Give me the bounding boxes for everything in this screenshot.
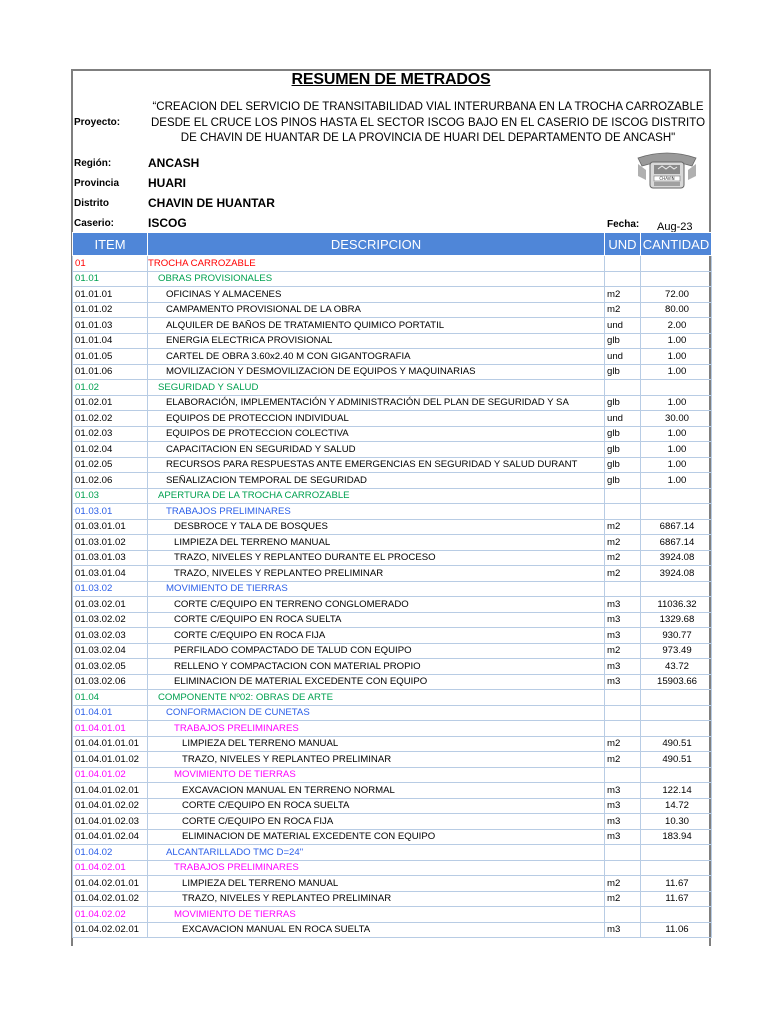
cell-cantidad: 3924.08 bbox=[641, 566, 712, 582]
table-row bbox=[73, 597, 712, 613]
cell-cantidad: 6867.14 bbox=[641, 535, 712, 551]
table-header-row bbox=[73, 233, 712, 256]
table-row bbox=[73, 767, 712, 783]
document-title: RESUMEN DE METRADOS bbox=[291, 71, 491, 88]
cell-und: und bbox=[605, 318, 641, 334]
cell-item: 01.02.01 bbox=[73, 395, 148, 411]
cell-cantidad: 3924.08 bbox=[641, 550, 712, 566]
cell-descripcion: EXCAVACION MANUAL EN ROCA SUELTA bbox=[148, 922, 605, 938]
cell-item: 01.02 bbox=[73, 380, 148, 396]
cell-cantidad bbox=[641, 380, 712, 396]
cell-cantidad: 1.00 bbox=[641, 364, 712, 380]
cell-und bbox=[605, 860, 641, 876]
cell-descripcion: EQUIPOS DE PROTECCION INDIVIDUAL bbox=[148, 411, 605, 427]
cell-cantidad bbox=[641, 256, 712, 272]
cell-cantidad bbox=[641, 721, 712, 737]
cell-und: m2 bbox=[605, 736, 641, 752]
cell-item: 01.02.05 bbox=[73, 457, 148, 473]
cell-item: 01.04.02.01.01 bbox=[73, 876, 148, 892]
table-row bbox=[73, 473, 712, 489]
cell-item: 01.03.02.02 bbox=[73, 612, 148, 628]
cell-descripcion: CORTE C/EQUIPO EN ROCA FIJA bbox=[148, 628, 605, 644]
cell-descripcion: ELIMINACION DE MATERIAL EXCEDENTE CON EQUIPO bbox=[148, 674, 605, 690]
cell-item: 01.04.01.01.02 bbox=[73, 752, 148, 768]
cell-cantidad: 1.00 bbox=[641, 333, 712, 349]
table-row bbox=[73, 318, 712, 334]
distrito-label: Distrito bbox=[74, 198, 109, 209]
table-row bbox=[73, 829, 712, 845]
cell-cantidad bbox=[641, 845, 712, 861]
cell-item: 01.04.01 bbox=[73, 705, 148, 721]
cell-item: 01.01 bbox=[73, 271, 148, 287]
cell-und: m3 bbox=[605, 628, 641, 644]
cell-descripcion: CORTE C/EQUIPO EN ROCA FIJA bbox=[148, 814, 605, 830]
cell-cantidad: 183.94 bbox=[641, 829, 712, 845]
table-row bbox=[73, 581, 712, 597]
cell-und: m2 bbox=[605, 287, 641, 303]
cell-descripcion: COMPONENTE Nº02: OBRAS DE ARTE bbox=[148, 690, 605, 706]
cell-item: 01.02.06 bbox=[73, 473, 148, 489]
cell-und bbox=[605, 271, 641, 287]
cell-descripcion: CAPACITACION EN SEGURIDAD Y SALUD bbox=[148, 442, 605, 458]
table-row bbox=[73, 891, 712, 907]
cell-item: 01.01.04 bbox=[73, 333, 148, 349]
table-row bbox=[73, 519, 712, 535]
cell-item: 01.04.02.01 bbox=[73, 860, 148, 876]
cell-item: 01.03.02.06 bbox=[73, 674, 148, 690]
table-row bbox=[73, 860, 712, 876]
table-row bbox=[73, 814, 712, 830]
municipal-seal-icon bbox=[636, 150, 698, 192]
cell-und: glb bbox=[605, 457, 641, 473]
cell-cantidad: 30.00 bbox=[641, 411, 712, 427]
cell-cantidad bbox=[641, 907, 712, 923]
cell-item: 01.01.06 bbox=[73, 364, 148, 380]
cell-cantidad: 1.00 bbox=[641, 349, 712, 365]
table-row bbox=[73, 798, 712, 814]
table-row bbox=[73, 535, 712, 551]
cell-cantidad: 43.72 bbox=[641, 659, 712, 675]
distrito-value: CHAVIN DE HUANTAR bbox=[148, 196, 275, 210]
cell-und bbox=[605, 504, 641, 520]
cell-cantidad bbox=[641, 581, 712, 597]
cell-item: 01.03.02.03 bbox=[73, 628, 148, 644]
proyecto-text: “CREACION DEL SERVICIO DE TRANSITABILIDAD VIAL INTERURBANA EN LA TROCHA CARROZABLE DESDE EL CRUCE LOS PINOS HASTA EL SECTOR ISCOG BAJO EN EL CASERIO DE ISCOG DISTRITO DE CHAVIN DE HUANTAR DE LA PROVINCIA DE HUARI DEL DEPARTAMENTO DE ANCASH" bbox=[150, 101, 706, 144]
cell-descripcion: APERTURA DE LA TROCHA CARROZABLE bbox=[148, 488, 605, 504]
cell-cantidad: 1.00 bbox=[641, 473, 712, 489]
cell-descripcion: OBRAS PROVISIONALES bbox=[148, 271, 605, 287]
cell-und: m3 bbox=[605, 659, 641, 675]
table-row bbox=[73, 643, 712, 659]
table-row bbox=[73, 659, 712, 675]
cell-descripcion: ELIMINACION DE MATERIAL EXCEDENTE CON EQUIPO bbox=[148, 829, 605, 845]
caserio-label: Caserio: bbox=[74, 218, 115, 229]
cell-descripcion: LIMPIEZA DEL TERRENO MANUAL bbox=[148, 736, 605, 752]
cell-cantidad: 1.00 bbox=[641, 426, 712, 442]
cell-item: 01.04.01.02 bbox=[73, 767, 148, 783]
cell-und: m2 bbox=[605, 752, 641, 768]
cell-und: m3 bbox=[605, 597, 641, 613]
cell-item: 01.04.02.02.01 bbox=[73, 922, 148, 938]
cell-cantidad: 6867.14 bbox=[641, 519, 712, 535]
cell-descripcion: TROCHA CARROZABLE bbox=[148, 256, 605, 272]
cell-item: 01.04.01.01 bbox=[73, 721, 148, 737]
cell-und: m2 bbox=[605, 643, 641, 659]
cell-cantidad: 1.00 bbox=[641, 457, 712, 473]
cell-und bbox=[605, 380, 641, 396]
cell-descripcion: EQUIPOS DE PROTECCION COLECTIVA bbox=[148, 426, 605, 442]
cell-descripcion: PERFILADO COMPACTADO DE TALUD CON EQUIPO bbox=[148, 643, 605, 659]
cell-item: 01.04.02.01.02 bbox=[73, 891, 148, 907]
table-row bbox=[73, 674, 712, 690]
seal-text: CHAVIN bbox=[659, 176, 675, 181]
cell-cantidad bbox=[641, 504, 712, 520]
table-row bbox=[73, 752, 712, 768]
cell-item: 01.02.04 bbox=[73, 442, 148, 458]
cell-item: 01.01.05 bbox=[73, 349, 148, 365]
cell-und: glb bbox=[605, 442, 641, 458]
cell-descripcion: TRAZO, NIVELES Y REPLANTEO PRELIMINAR bbox=[148, 752, 605, 768]
cell-cantidad bbox=[641, 767, 712, 783]
table-row bbox=[73, 333, 712, 349]
cell-cantidad: 80.00 bbox=[641, 302, 712, 318]
cell-descripcion: TRABAJOS PRELIMINARES bbox=[148, 721, 605, 737]
cell-item: 01.03.01.03 bbox=[73, 550, 148, 566]
cell-item: 01.01.02 bbox=[73, 302, 148, 318]
cell-und: m3 bbox=[605, 798, 641, 814]
table-row bbox=[73, 395, 712, 411]
cell-descripcion: MOVIMIENTO DE TIERRAS bbox=[148, 767, 605, 783]
cell-item: 01.03 bbox=[73, 488, 148, 504]
cell-und: und bbox=[605, 349, 641, 365]
cell-descripcion: RELLENO Y COMPACTACION CON MATERIAL PROPIO bbox=[148, 659, 605, 675]
table-row bbox=[73, 504, 712, 520]
cell-cantidad: 973.49 bbox=[641, 643, 712, 659]
table-row bbox=[73, 721, 712, 737]
cell-item: 01.03.01.02 bbox=[73, 535, 148, 551]
cell-item: 01.03.02.01 bbox=[73, 597, 148, 613]
table-row bbox=[73, 349, 712, 365]
cell-item: 01.04.01.02.04 bbox=[73, 829, 148, 845]
table-row bbox=[73, 256, 712, 272]
cell-und: m3 bbox=[605, 674, 641, 690]
cell-item: 01.04.02.02 bbox=[73, 907, 148, 923]
cell-item: 01.04.01.02.03 bbox=[73, 814, 148, 830]
cell-und bbox=[605, 845, 641, 861]
fecha-label: Fecha: bbox=[607, 219, 640, 230]
cell-descripcion: TRABAJOS PRELIMINARES bbox=[148, 504, 605, 520]
cell-descripcion: TRABAJOS PRELIMINARES bbox=[148, 860, 605, 876]
cell-descripcion: TRAZO, NIVELES Y REPLANTEO PRELIMINAR bbox=[148, 566, 605, 582]
cell-cantidad: 490.51 bbox=[641, 736, 712, 752]
cell-descripcion: ENERGIA ELECTRICA PROVISIONAL bbox=[148, 333, 605, 349]
cell-und: m2 bbox=[605, 302, 641, 318]
table-body bbox=[73, 256, 712, 938]
cell-item: 01.03.01.04 bbox=[73, 566, 148, 582]
cell-item: 01.04.01.02.01 bbox=[73, 783, 148, 799]
cell-und: m2 bbox=[605, 535, 641, 551]
cell-item: 01.01.01 bbox=[73, 287, 148, 303]
provincia-label: Provincia bbox=[74, 178, 120, 189]
cell-cantidad: 11.67 bbox=[641, 891, 712, 907]
table-row bbox=[73, 380, 712, 396]
cell-item: 01.03.02 bbox=[73, 581, 148, 597]
table-row bbox=[73, 690, 712, 706]
cell-item: 01.04.01.02.02 bbox=[73, 798, 148, 814]
cell-cantidad: 14.72 bbox=[641, 798, 712, 814]
cell-descripcion: RECURSOS PARA RESPUESTAS ANTE EMERGENCIAS EN SEGURIDAD Y SALUD DURANT bbox=[148, 457, 605, 473]
cell-cantidad: 10.30 bbox=[641, 814, 712, 830]
cell-cantidad: 11.06 bbox=[641, 922, 712, 938]
cell-und: glb bbox=[605, 364, 641, 380]
cell-descripcion: SEÑALIZACION TEMPORAL DE SEGURIDAD bbox=[148, 473, 605, 489]
cell-cantidad bbox=[641, 860, 712, 876]
column-header-und: UND bbox=[605, 233, 641, 256]
cell-descripcion: CORTE C/EQUIPO EN ROCA SUELTA bbox=[148, 798, 605, 814]
cell-item: 01.04.02 bbox=[73, 845, 148, 861]
cell-und: m3 bbox=[605, 612, 641, 628]
cell-und bbox=[605, 488, 641, 504]
table-row bbox=[73, 550, 712, 566]
cell-cantidad bbox=[641, 690, 712, 706]
cell-descripcion: CARTEL DE OBRA 3.60x2.40 M CON GIGANTOGRAFIA bbox=[148, 349, 605, 365]
cell-cantidad: 1.00 bbox=[641, 442, 712, 458]
caserio-value: ISCOG bbox=[148, 216, 187, 230]
cell-und bbox=[605, 705, 641, 721]
table-row bbox=[73, 922, 712, 938]
table-row bbox=[73, 705, 712, 721]
cell-descripcion: CORTE C/EQUIPO EN ROCA SUELTA bbox=[148, 612, 605, 628]
table-row bbox=[73, 907, 712, 923]
cell-cantidad: 11.67 bbox=[641, 876, 712, 892]
table-row bbox=[73, 628, 712, 644]
column-header-descripcion: DESCRIPCION bbox=[148, 233, 605, 256]
cell-cantidad bbox=[641, 488, 712, 504]
cell-und: m2 bbox=[605, 876, 641, 892]
cell-descripcion: CORTE C/EQUIPO EN TERRENO CONGLOMERADO bbox=[148, 597, 605, 613]
cell-item: 01.04 bbox=[73, 690, 148, 706]
cell-item: 01.02.03 bbox=[73, 426, 148, 442]
cell-cantidad: 122.14 bbox=[641, 783, 712, 799]
cell-item: 01.01.03 bbox=[73, 318, 148, 334]
cell-item: 01.03.01 bbox=[73, 504, 148, 520]
cell-descripcion: CAMPAMENTO PROVISIONAL DE LA OBRA bbox=[148, 302, 605, 318]
cell-und bbox=[605, 581, 641, 597]
metrados-table bbox=[72, 232, 712, 938]
cell-und bbox=[605, 767, 641, 783]
column-header-cantidad: CANTIDAD bbox=[641, 233, 712, 256]
cell-descripcion: ELABORACIÓN, IMPLEMENTACIÓN Y ADMINISTRACIÓN DEL PLAN DE SEGURIDAD Y SA bbox=[148, 395, 605, 411]
cell-descripcion: DESBROCE Y TALA DE BOSQUES bbox=[148, 519, 605, 535]
cell-cantidad: 930.77 bbox=[641, 628, 712, 644]
table-row bbox=[73, 364, 712, 380]
table-row bbox=[73, 876, 712, 892]
region-value: ANCASH bbox=[148, 156, 200, 170]
cell-und: m2 bbox=[605, 550, 641, 566]
fecha-value: Aug-23 bbox=[657, 221, 693, 233]
cell-und: m2 bbox=[605, 891, 641, 907]
cell-cantidad: 15903.66 bbox=[641, 674, 712, 690]
table-row bbox=[73, 488, 712, 504]
proyecto-label: Proyecto: bbox=[74, 117, 121, 128]
table-row bbox=[73, 442, 712, 458]
cell-cantidad: 11036.32 bbox=[641, 597, 712, 613]
cell-cantidad: 1329.68 bbox=[641, 612, 712, 628]
cell-descripcion: SEGURIDAD Y SALUD bbox=[148, 380, 605, 396]
cell-und: m2 bbox=[605, 566, 641, 582]
table-row bbox=[73, 271, 712, 287]
cell-item: 01.04.01.01.01 bbox=[73, 736, 148, 752]
cell-descripcion: EXCAVACION MANUAL EN TERRENO NORMAL bbox=[148, 783, 605, 799]
cell-cantidad bbox=[641, 705, 712, 721]
table-row bbox=[73, 612, 712, 628]
cell-item: 01.03.02.04 bbox=[73, 643, 148, 659]
cell-cantidad: 2.00 bbox=[641, 318, 712, 334]
cell-und: m2 bbox=[605, 519, 641, 535]
cell-und: glb bbox=[605, 333, 641, 349]
cell-descripcion: OFICINAS Y ALMACENES bbox=[148, 287, 605, 303]
cell-descripcion: MOVILIZACION Y DESMOVILIZACION DE EQUIPOS Y MAQUINARIAS bbox=[148, 364, 605, 380]
cell-und: glb bbox=[605, 395, 641, 411]
region-label: Región: bbox=[74, 158, 112, 169]
table-row bbox=[73, 783, 712, 799]
provincia-value: HUARI bbox=[148, 176, 186, 190]
cell-und: glb bbox=[605, 473, 641, 489]
cell-cantidad: 490.51 bbox=[641, 752, 712, 768]
table-row bbox=[73, 287, 712, 303]
cell-descripcion: TRAZO, NIVELES Y REPLANTEO PRELIMINAR bbox=[148, 891, 605, 907]
cell-descripcion: LIMPIEZA DEL TERRENO MANUAL bbox=[148, 535, 605, 551]
cell-descripcion: ALQUILER DE BAÑOS DE TRATAMIENTO QUIMICO PORTATIL bbox=[148, 318, 605, 334]
column-header-item: ITEM bbox=[73, 233, 148, 256]
cell-und: und bbox=[605, 411, 641, 427]
table-row bbox=[73, 302, 712, 318]
cell-cantidad: 72.00 bbox=[641, 287, 712, 303]
table-row bbox=[73, 426, 712, 442]
cell-und: glb bbox=[605, 426, 641, 442]
table-row bbox=[73, 457, 712, 473]
table-row bbox=[73, 566, 712, 582]
table-row bbox=[73, 411, 712, 427]
cell-und bbox=[605, 907, 641, 923]
cell-cantidad bbox=[641, 271, 712, 287]
cell-item: 01 bbox=[73, 256, 148, 272]
table-row bbox=[73, 845, 712, 861]
cell-cantidad: 1.00 bbox=[641, 395, 712, 411]
cell-item: 01.03.01.01 bbox=[73, 519, 148, 535]
cell-item: 01.03.02.05 bbox=[73, 659, 148, 675]
cell-und bbox=[605, 690, 641, 706]
cell-descripcion: TRAZO, NIVELES Y REPLANTEO DURANTE EL PROCESO bbox=[148, 550, 605, 566]
cell-descripcion: ALCANTARILLADO TMC D=24" bbox=[148, 845, 605, 861]
table-row bbox=[73, 736, 712, 752]
cell-descripcion: CONFORMACION DE CUNETAS bbox=[148, 705, 605, 721]
cell-descripcion: MOVIMIENTO DE TIERRAS bbox=[148, 581, 605, 597]
cell-und bbox=[605, 721, 641, 737]
cell-und: m3 bbox=[605, 814, 641, 830]
cell-und bbox=[605, 256, 641, 272]
cell-und: m3 bbox=[605, 829, 641, 845]
cell-item: 01.02.02 bbox=[73, 411, 148, 427]
cell-und: m3 bbox=[605, 922, 641, 938]
cell-descripcion: MOVIMIENTO DE TIERRAS bbox=[148, 907, 605, 923]
cell-descripcion: LIMPIEZA DEL TERRENO MANUAL bbox=[148, 876, 605, 892]
cell-und: m3 bbox=[605, 783, 641, 799]
